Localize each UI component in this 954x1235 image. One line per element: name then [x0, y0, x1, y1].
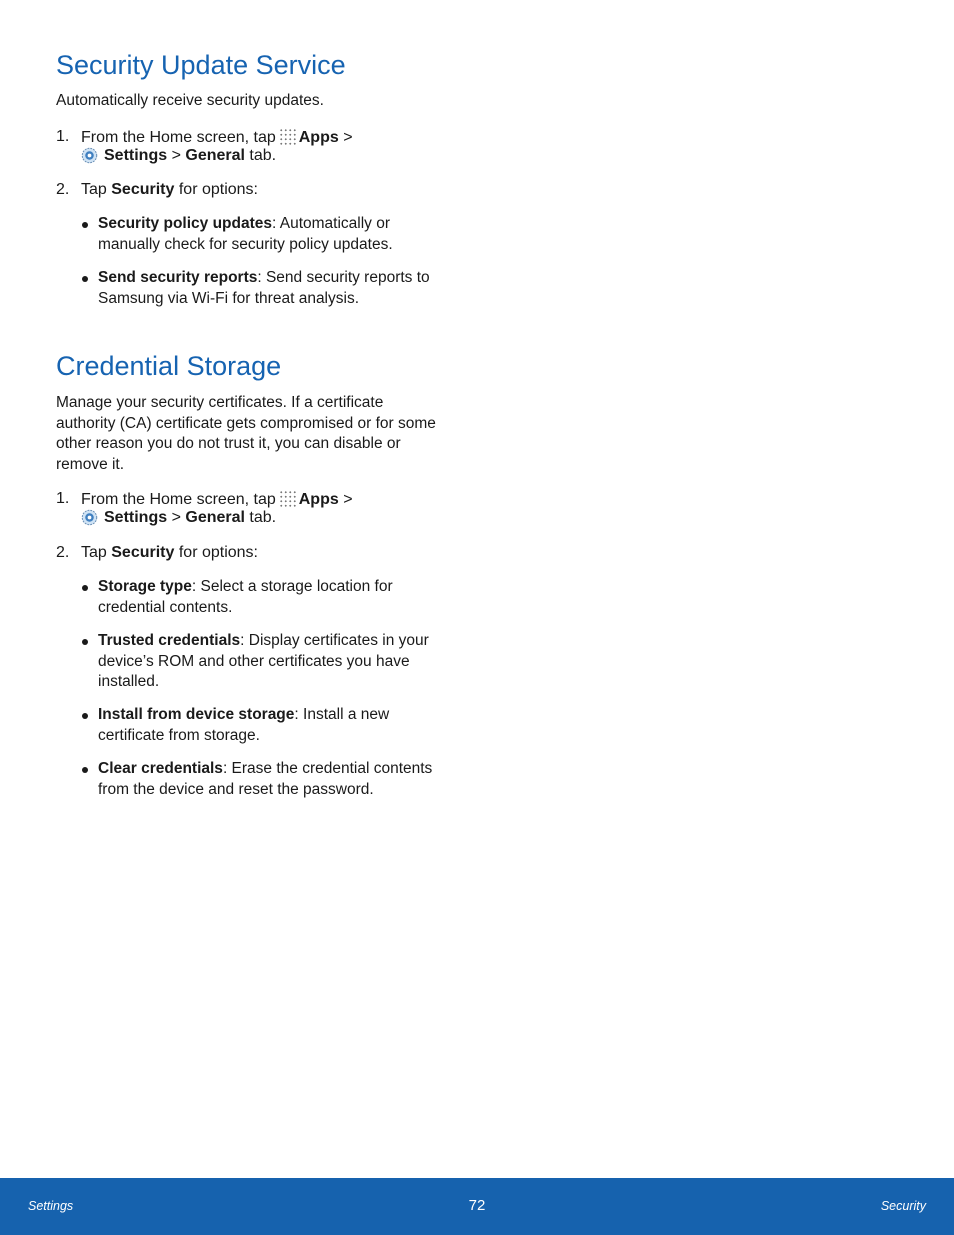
bullet-desc: : Install a new certificate from storage.	[98, 706, 390, 744]
separator: >	[343, 129, 353, 146]
apps-label: Apps	[298, 129, 339, 146]
bullet-term: Clear credentials	[98, 760, 223, 777]
step-text-part: Tap	[81, 544, 107, 561]
bullet-dot	[82, 276, 88, 282]
bullet-term: Security policy updates	[98, 215, 272, 232]
separator: >	[171, 509, 181, 526]
apps-icon	[279, 128, 297, 146]
bullet-term: Trusted credentials	[98, 632, 241, 649]
bullet-term: Storage type	[98, 578, 192, 595]
step-number: 2.	[56, 181, 70, 198]
settings-label: Settings	[104, 147, 168, 164]
settings-gear-icon	[81, 509, 98, 526]
step-number: 1.	[56, 128, 70, 145]
step-text-part: tab.	[249, 509, 277, 526]
footer-section: Security	[880, 1199, 926, 1213]
step-text	[81, 128, 461, 165]
step-text	[81, 181, 461, 199]
page-number: 72	[468, 1197, 486, 1214]
step-text	[81, 490, 461, 527]
section-title-security-update: Security Update Service	[56, 50, 346, 80]
step-text-part: From the Home screen, tap	[81, 491, 276, 508]
bullet-term: Send security reports	[98, 269, 258, 286]
bullet-desc: : Select a storage location for credential contents.	[98, 578, 393, 616]
step-number: 1.	[56, 490, 70, 507]
bullet-desc: : Automatically or manually check for security policy updates.	[98, 215, 393, 253]
step-number: 2.	[56, 544, 70, 561]
step-text-part: From the Home screen, tap	[81, 129, 276, 146]
settings-label: Settings	[104, 509, 168, 526]
apps-icon	[279, 490, 297, 508]
footer-chapter: Settings	[28, 1199, 74, 1213]
page-footer	[0, 1178, 954, 1235]
section-intro: Automatically receive security updates.	[56, 92, 324, 109]
bullet-term: Install from device storage	[98, 706, 295, 723]
step-text-part: for options:	[178, 544, 258, 561]
separator: >	[171, 147, 181, 164]
security-label: Security	[111, 544, 175, 561]
section-intro: Manage your security certificates. If a certificate authority (CA) certificate gets compromised or for some other reason you do not trust it, you can disable or remove it.	[56, 394, 436, 473]
bullet-dot	[82, 585, 88, 591]
section-title-credential-storage: Credential Storage	[56, 351, 282, 381]
bullet-desc: : Display certificates in your device’s ROM and other certificates you have installed.	[98, 632, 429, 690]
step-text-part: tab.	[249, 147, 277, 164]
security-label: Security	[111, 181, 175, 198]
separator: >	[343, 491, 353, 508]
apps-label: Apps	[298, 491, 339, 508]
step-text-part: for options:	[178, 181, 258, 198]
bullet-desc: : Send security reports to Samsung via Wi-Fi for threat analysis.	[98, 269, 430, 307]
step-text-part: Tap	[81, 181, 107, 198]
bullet-dot	[82, 767, 88, 773]
bullet-dot	[82, 639, 88, 645]
general-label: General	[185, 509, 245, 526]
bullet-dot	[82, 713, 88, 719]
settings-gear-icon	[81, 147, 98, 164]
bullet-dot	[82, 222, 88, 228]
step-text	[81, 544, 461, 562]
bullet-desc: : Erase the credential contents from the device and reset the password.	[98, 760, 433, 798]
general-label: General	[185, 147, 245, 164]
